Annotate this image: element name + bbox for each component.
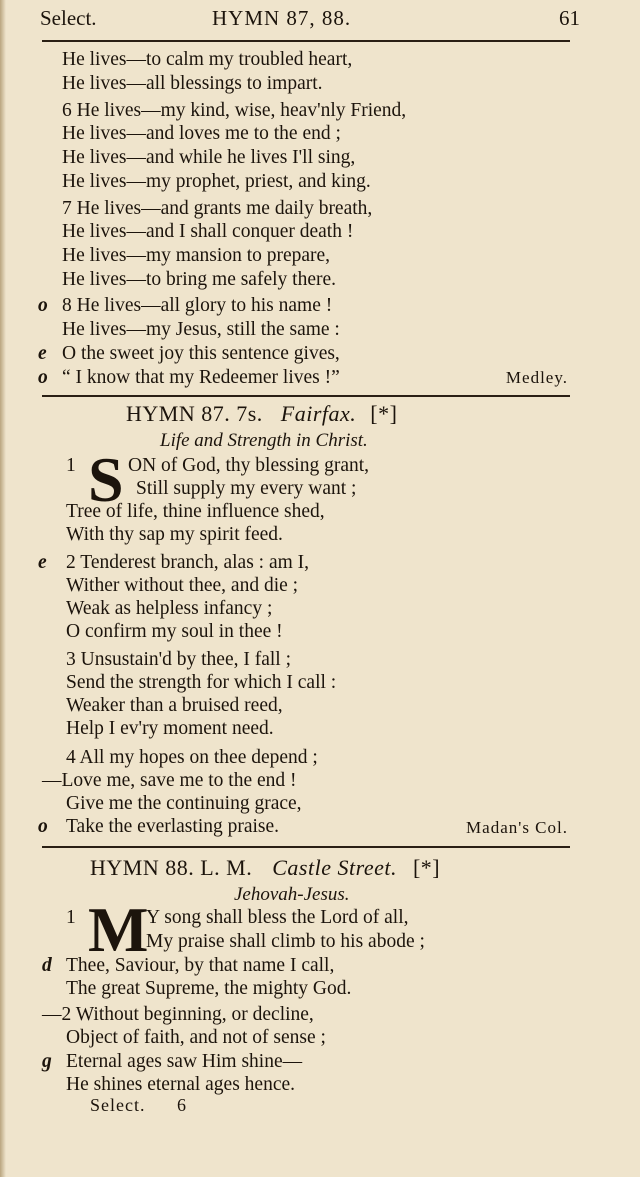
- dynamic-mark: o: [38, 367, 48, 388]
- dynamic-mark: e: [38, 343, 47, 364]
- page-edge: [0, 0, 6, 1177]
- verse-line: He lives—to calm my troubled heart,: [62, 49, 353, 70]
- verse-line: Y song shall bless the Lord of all,: [146, 907, 409, 928]
- verse-line: He lives—and I shall conquer death !: [62, 221, 354, 242]
- hymn-subtitle: Life and Strength in Christ.: [160, 430, 368, 451]
- author-attribution: Madan's Col.: [466, 818, 568, 837]
- verse-line: He shines eternal ages hence.: [66, 1074, 296, 1095]
- verse-line: —Love me, save me to the end !: [42, 770, 297, 791]
- verse-line: He lives—and loves me to the end ;: [62, 123, 341, 144]
- dynamic-mark: o: [38, 816, 48, 837]
- verse-line: Tree of life, thine influence shed,: [66, 501, 325, 522]
- verse-line: Object of faith, and not of sense ;: [66, 1027, 326, 1048]
- verse-line: He lives—my Jesus, still the same :: [62, 319, 340, 340]
- verse-line: The great Supreme, the mighty God.: [66, 978, 352, 999]
- verse-line: ON of God, thy blessing grant,: [128, 455, 370, 476]
- hymn-title: [90, 855, 440, 881]
- signature-footer: [90, 1095, 187, 1116]
- verse-line: He lives—and while he lives I'll sing,: [62, 147, 356, 168]
- tune-marker: [*]: [370, 401, 398, 426]
- signature-number: 6: [176, 1095, 187, 1115]
- verse-line: Still supply my every want ;: [136, 478, 357, 499]
- verse-line: 8 He lives—all glory to his name !: [62, 295, 333, 316]
- verse-line: 3 Unsustain'd by thee, I fall ;: [66, 649, 292, 670]
- verse-line: —2 Without beginning, or decline,: [42, 1004, 314, 1025]
- verse-line: Wither without thee, and die ;: [66, 575, 299, 596]
- verse-line: He lives—my prophet, priest, and king.: [62, 171, 371, 192]
- running-header: [40, 2, 580, 36]
- verse-line: O confirm my soul in thee !: [66, 621, 283, 642]
- verse-number: 1: [66, 907, 76, 928]
- tune-name: Castle Street.: [272, 855, 397, 880]
- verse-line: 2 Tenderest branch, alas : am I,: [66, 552, 310, 573]
- verse-line: With thy sap my spirit feed.: [66, 524, 283, 545]
- signature-label: Select.: [90, 1095, 146, 1115]
- verse-line: 6 He lives—my kind, wise, heav'nly Friend,: [62, 100, 407, 121]
- verse-line: Send the strength for which I call :: [66, 672, 337, 693]
- verse-line: Give me the continuing grace,: [66, 793, 302, 814]
- verse-line: Take the everlasting praise.: [66, 816, 280, 837]
- author-attribution: Medley.: [505, 368, 568, 387]
- page-number: 61: [559, 6, 580, 30]
- tune-name: Fairfax.: [280, 401, 357, 426]
- verse-line: 4 All my hopes on thee depend ;: [66, 747, 318, 768]
- tune-marker: [*]: [412, 855, 441, 880]
- verse-line: Weaker than a bruised reed,: [66, 695, 283, 716]
- verse-line: 7 He lives—and grants me daily breath,: [62, 198, 373, 219]
- verse-line: “ I know that my Redeemer lives !”: [62, 367, 340, 388]
- dynamic-mark: d: [42, 955, 52, 976]
- section-rule: [42, 846, 570, 848]
- verse-line: He lives—all blessings to impart.: [62, 73, 323, 94]
- verse-line: Weak as helpless infancy ;: [66, 598, 273, 619]
- section-rule: [42, 395, 570, 397]
- header-hymn-numbers: HYMN 87, 88.: [212, 6, 352, 30]
- verse-line: Eternal ages saw Him shine—: [66, 1051, 303, 1072]
- verse-line: He lives—to bring me safely there.: [62, 269, 336, 290]
- drop-cap: M: [88, 894, 149, 965]
- dynamic-mark: g: [42, 1051, 52, 1072]
- hymn-subtitle: Jehovah-Jesus.: [234, 884, 350, 905]
- header-section: Select.: [40, 6, 97, 30]
- verse-line: Thee, Saviour, by that name I call,: [66, 955, 335, 976]
- verse-line: O the sweet joy this sentence gives,: [62, 343, 340, 364]
- header-rule: [42, 40, 570, 42]
- hymn-number-meter: HYMN 88. L. M.: [90, 855, 253, 880]
- verse-line: Help I ev'ry moment need.: [66, 718, 274, 739]
- verse-line: My praise shall climb to his abode ;: [146, 931, 425, 952]
- hymn-number-meter: HYMN 87. 7s.: [126, 401, 263, 426]
- dynamic-mark: o: [38, 295, 48, 316]
- hymn-title: [126, 401, 397, 427]
- verse-number: 1: [66, 455, 76, 476]
- drop-cap: S: [88, 444, 124, 515]
- dynamic-mark: e: [38, 552, 47, 573]
- verse-line: He lives—my mansion to prepare,: [62, 245, 331, 266]
